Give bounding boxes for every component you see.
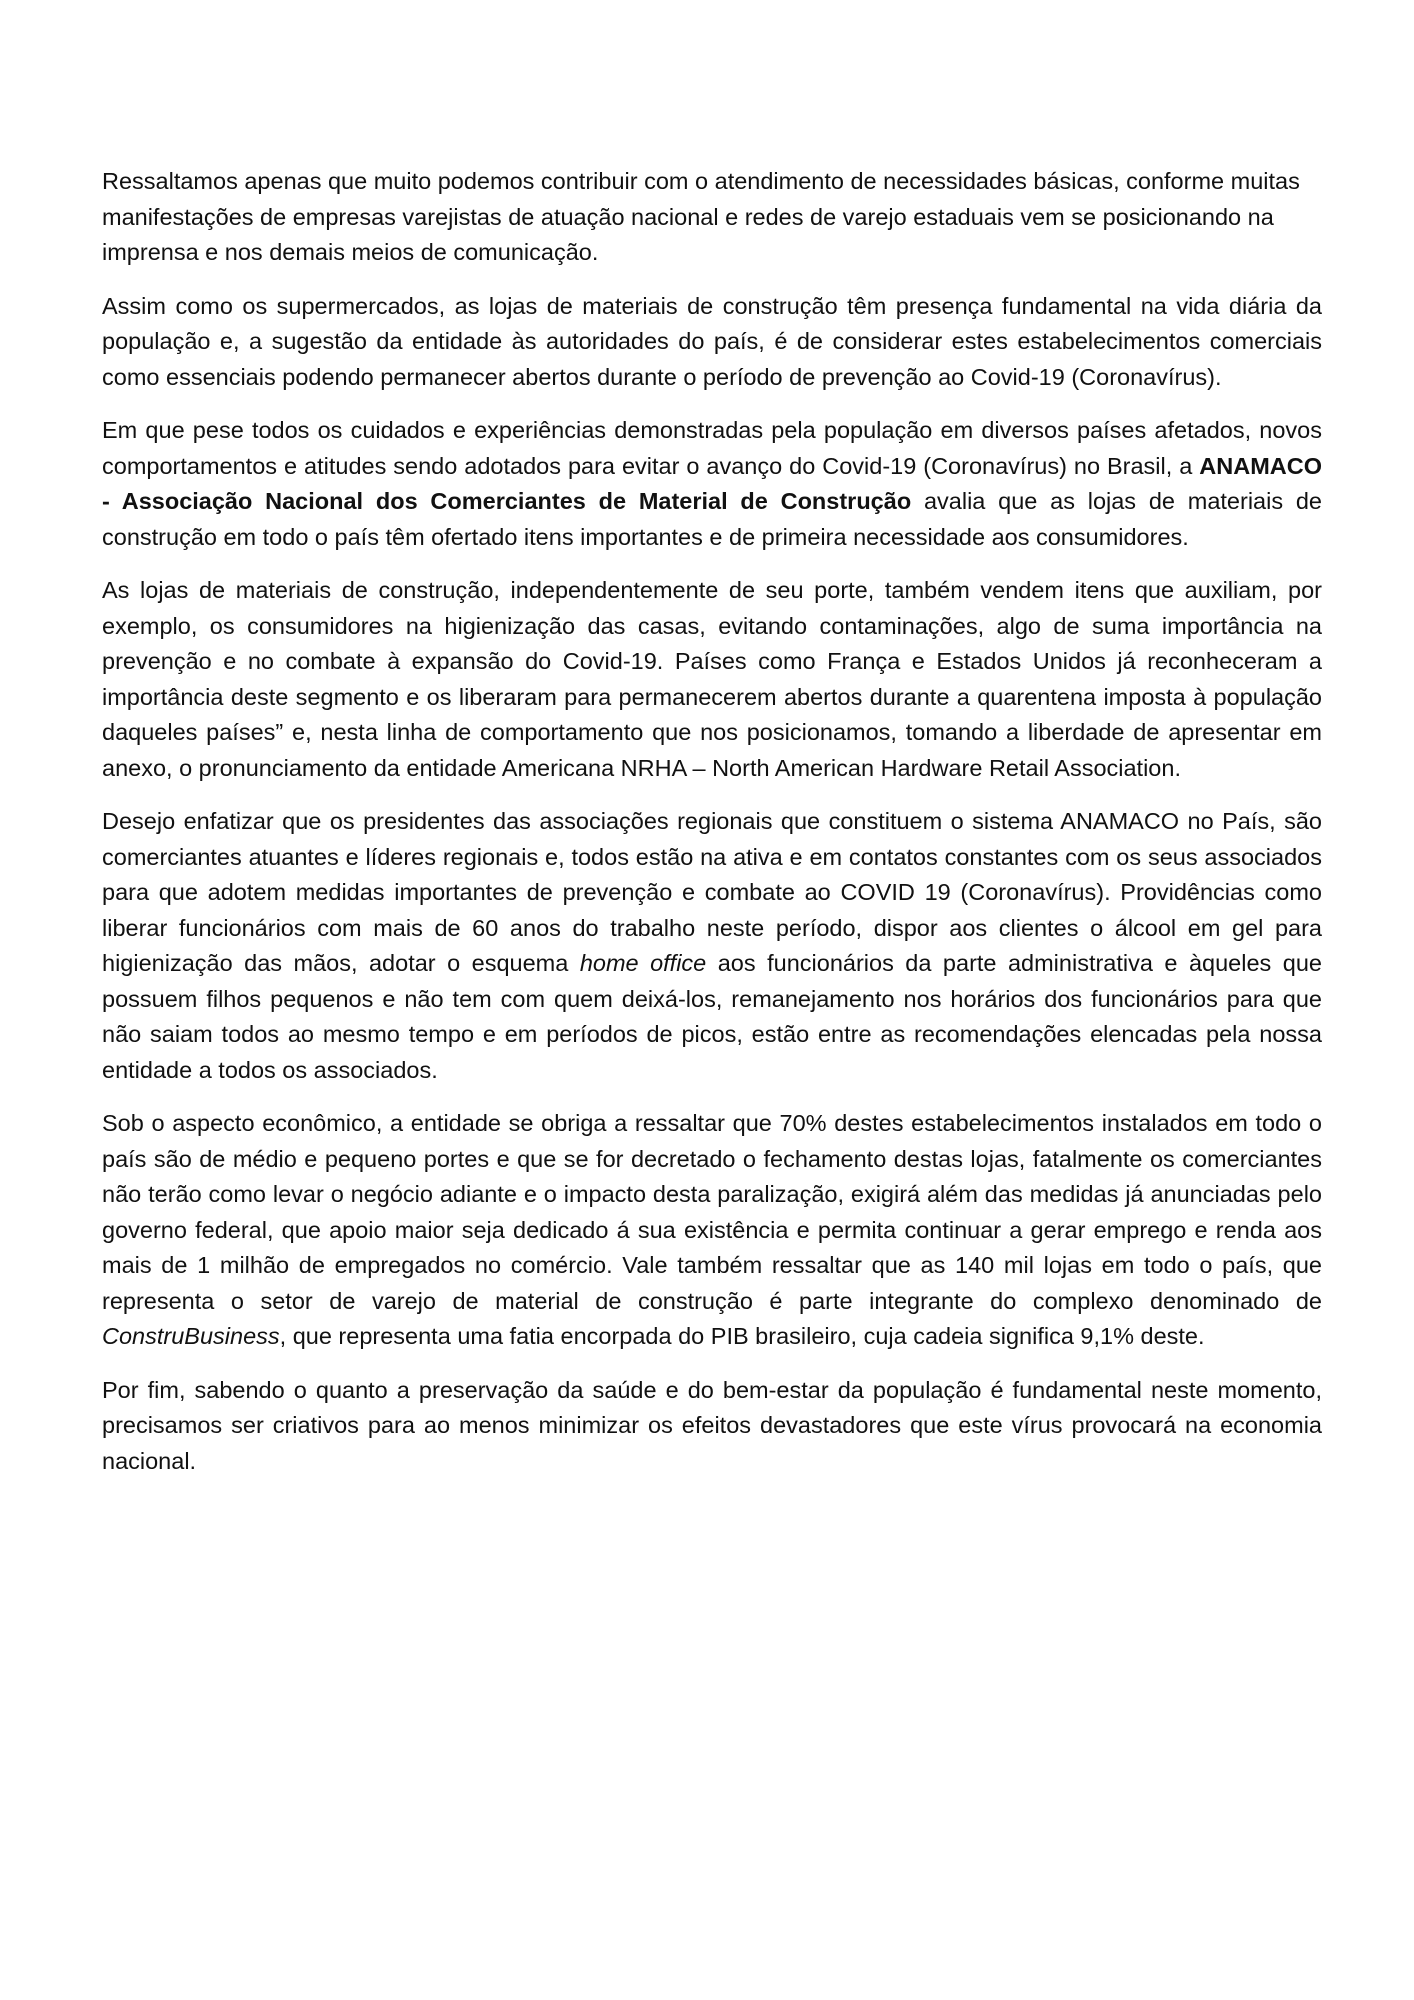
paragraph-1: Ressaltamos apenas que muito podemos contribuir com o atendimento de necessidades básicas, conforme muitas manifestações de empresas varejistas de atuação nacional e redes de varejo estaduais vem se posicionando na imprensa e nos demais meios de comunicação.: [102, 168, 1300, 265]
paragraph-7: Por fim, sabendo o quanto a preservação da saúde e do bem-estar da população é fundamental neste momento, precisamos ser criativos para ao menos minimizar os efeitos devastadores que este vírus provocará na economia nacional.: [102, 1376, 1322, 1474]
paragraph-6-text-after: , que representa uma fatia encorpada do PIB brasileiro, cuja cadeia significa 9,1% deste.: [279, 1323, 1205, 1349]
paragraph-4: As lojas de materiais de construção, independentemente de seu porte, também vendem itens que auxiliam, por exemplo, os consumidores na higienização das casas, evitando contaminações, algo de suma importância na prevenção e no combate à expansão do Covid-19. Países como França e Estados Unidos já reconheceram a importância deste segmento e os liberaram para permanecerem abertos durante a quarentena imposta à população daqueles países” e, nesta linha de comportamento que nos posicionamos, tomando a liberdade de apresentar em anexo, o pronunciamento da entidade Americana NRHA – North American Hardware Retail Association.: [102, 577, 1322, 781]
paragraph-5-text-after: aos funcionários da parte administrativa e àqueles que possuem filhos pequenos e não tem com quem deixá-los, remanejamento nos horários dos funcionários para que não saiam todos ao mesmo tempo e em períodos de picos, estão entre as recomendações elencadas pela nossa entidade a todos os associados.: [102, 950, 1322, 1083]
paragraph-3: [102, 413, 1322, 555]
paragraph-5-text-before: Desejo enfatizar que os presidentes das associações regionais que constituem o sistema ANAMACO no País, são comerciantes atuantes e líderes regionais e, todos estão na ativa e em contatos constantes com os seus associados para que adotem medidas importantes de prevenção e combate ao COVID 19 (Coronavírus). Providências como liberar funcionários com mais de 60 anos do trabalho neste período, dispor aos clientes o álcool em gel para higienização das mãos, adotar o esquema: [102, 808, 1322, 976]
home-office-term: home office: [579, 950, 707, 976]
paragraph-2: Assim como os supermercados, as lojas de materiais de construção têm presença fundamental na vida diária da população e, a sugestão da entidade às autoridades do país, é de considerar estes estabelecimentos comerciais como essenciais podendo permanecer abertos durante o período de prevenção ao Covid-19 (Coronavírus).: [102, 292, 1322, 390]
document-body: [102, 164, 1322, 1497]
paragraph-6-text-before: Sob o aspecto econômico, a entidade se obriga a ressaltar que 70% destes estabelecimentos instalados em todo o país são de médio e pequeno portes e que se for decretado o fechamento destas lojas, fatalmente os comerciantes não terão como levar o negócio adiante e o impacto desta paralização, exigirá além das medidas já anunciadas pelo governo federal, que apoio maior seja dedicado á sua existência e permita continuar a gerar emprego e renda aos mais de 1 milhão de empregados no comércio. Vale também ressaltar que as 140 mil lojas em todo o país, que representa o setor de varejo de material de construção é parte integrante do complexo denominado de: [102, 1110, 1322, 1314]
paragraph-3-text-before: Em que pese todos os cuidados e experiências demonstradas pela população em diversos países afetados, novos comportamentos e atitudes sendo adotados para evitar o avanço do Covid-19 (Coronavírus) no Brasil, a: [102, 417, 1322, 479]
paragraph-5: [102, 804, 1322, 1088]
anamaco-full-name: ANAMACO - Associação Nacional dos Comerciantes de Material de Construção: [102, 452, 1322, 514]
paragraph-3-text-after: avalia que as lojas de materiais de construção em todo o país têm ofertado itens importantes e de primeira necessidade aos consumidores.: [102, 488, 1322, 550]
paragraph-6: [102, 1106, 1322, 1355]
construbusiness-term: ConstruBusiness: [102, 1323, 280, 1349]
